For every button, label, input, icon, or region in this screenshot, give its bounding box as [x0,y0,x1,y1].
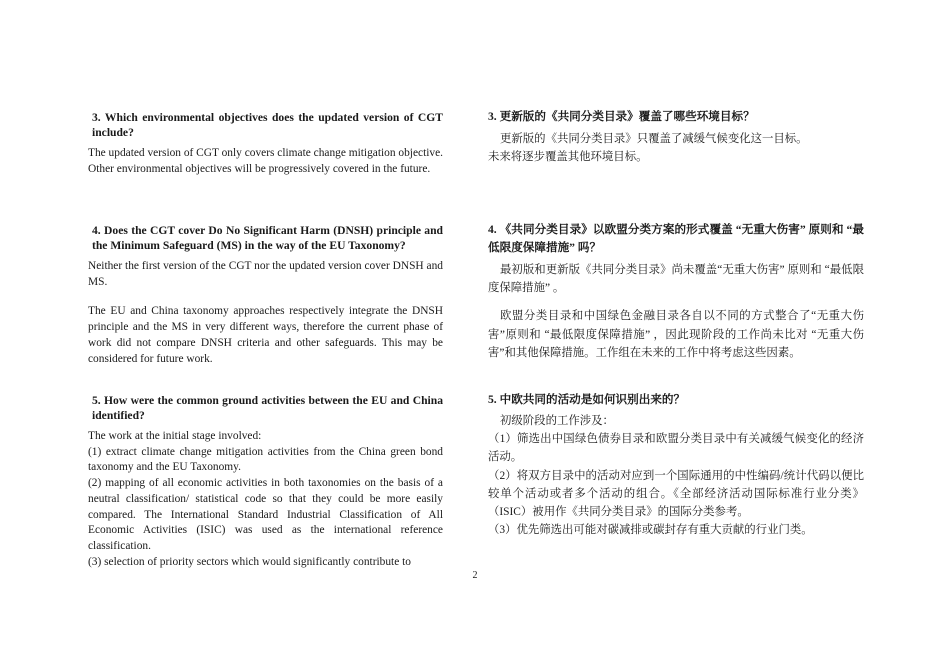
en-q3-para-1: The updated version of CGT only covers climate change mitigation objective. [88,147,444,159]
zh-q5-para-4: （3）优先筛选出可能对碳减排或碳封存有重大贡献的行业门类。 [488,524,813,537]
zh-q5-para-2: （1）筛选出中国绿色债券目录和欧盟分类目录中有关减缓气候变化的经济活动。 [488,433,864,464]
en-q3-para-2: Other environmental objectives will be progressively covered in the future. [88,162,431,175]
en-section-q4 [88,223,443,367]
zh-q5-para-3: （2）将双方目录中的活动对应到一个国际通用的中性编码/统计代码以便比较单个活动或者多个活动的组合。《全部经济活动国际标准行业分类》（ISIC）被用作《共同分类目录》的国际分类参考。 [488,469,864,519]
en-q4-para-1: Neither the first version of the CGT nor the updated version cover DNSH and MS. [88,260,443,288]
en-q4-heading: 4. Does the CGT cover Do No Significant Harm (DNSH) principle and the Minimum Safeguard (MS) in the way of the EU Taxonomy? [92,224,443,252]
page-number: 2 [472,570,478,581]
zh-section-q5 [488,391,864,539]
en-q5-heading: 5. How were the common ground activities between the EU and China identified? [92,394,443,422]
en-q5-para-3: (2) mapping of all economic activities in both taxonomies on the basis of a neutral classification/ statistical code so that they could be more easily compared. The International Standard Industrial Classification of All Economic Activities (ISIC) was used as the international reference classification. [88,477,443,552]
en-q5-para-1: The work at the initial stage involved: [88,430,262,442]
en-q5-para-2: (1) extract climate change mitigation activities from the China green bond taxonomy and the EU Taxonomy. [88,445,443,474]
zh-q3-heading: 3. 更新版的《共同分类目录》覆盖了哪些环境目标？ [488,110,755,123]
zh-q4-para-1: 最初版和更新版《共同分类目录》尚未覆盖“无重大伤害” 原则和 “最低限度保障措施” 。 [488,264,864,295]
zh-section-q3 [488,108,864,166]
zh-q5-para-1: 初级阶段的工作涉及： [500,415,614,427]
en-q4-para-2: The EU and China taxonomy approaches respectively integrate the DNSH principle and the MS in very different ways, therefore the current phase of work did not compare DNSH criteria and other safeguards. This may be considered for future work. [88,305,443,365]
en-q5-para-4: (3) selection of priority sectors which would significantly contribute to [88,555,411,568]
en-section-q5 [88,393,443,570]
en-q3-heading: 3. Which environmental objectives does the updated version of CGT include? [92,111,443,139]
zh-q3-para-1: 更新版的《共同分类目录》只覆盖了减缓气候变化这一目标。 [500,133,808,145]
zh-q4-heading: 4. 《共同分类目录》以欧盟分类方案的形式覆盖 “无重大伤害” 原则和 “最低限度保障措施” 吗？ [488,223,864,254]
en-section-q3 [88,110,443,177]
zh-q4-para-2: 欧盟分类目录和中国绿色金融目录各自以不同的方式整合了“无重大伤害”原则和 “最低限度保障措施” ，因此现阶段的工作尚未比对 “无重大伤害”和其他保障措施。工作组在未来的工作中将考虑这些因素。 [488,310,864,359]
zh-section-q4 [488,221,864,362]
zh-q5-heading: 5. 中欧共同的活动是如何识别出来的？ [488,393,686,406]
zh-q3-para-2: 未来将逐步覆盖其他环境目标。 [488,151,648,164]
